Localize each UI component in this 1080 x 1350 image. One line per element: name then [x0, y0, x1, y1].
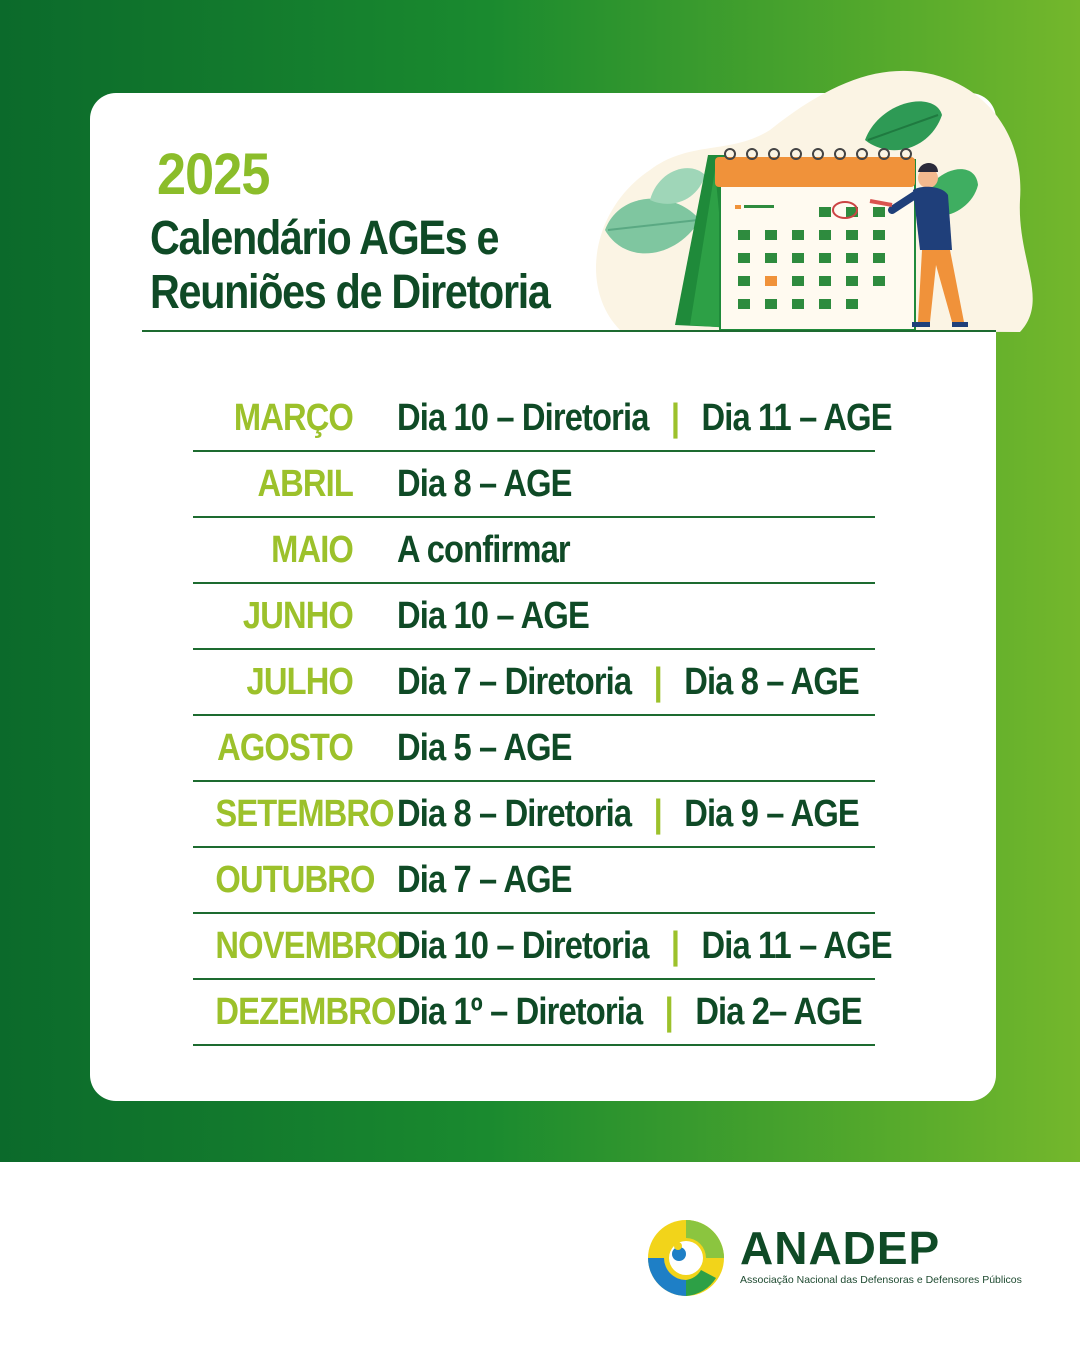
schedule-row: [193, 980, 875, 1046]
year-label: 2025: [157, 142, 270, 207]
logo-subtitle: Associação Nacional das Defensoras e Defensores Públicos: [740, 1274, 1022, 1286]
event-text: Dia 10 – AGE: [397, 594, 589, 637]
event-text: Dia 8 – Diretoria: [397, 792, 632, 835]
calendar-illustration: [580, 60, 1040, 335]
event-text: Dia 8 – AGE: [397, 462, 572, 505]
event-text: Dia 8 – AGE: [684, 660, 859, 703]
schedule-row: [193, 518, 875, 584]
schedule-row: [193, 386, 892, 452]
event-text: Dia 7 – AGE: [397, 858, 572, 901]
event-separator: |: [653, 660, 662, 703]
schedule-table: [193, 386, 892, 1046]
event-list: [397, 925, 892, 968]
schedule-row: [193, 650, 875, 716]
event-list: [397, 661, 859, 704]
event-text: A confirmar: [397, 528, 570, 571]
month-label: MAIO: [271, 528, 353, 571]
schedule-row: [193, 848, 875, 914]
schedule-row: [193, 782, 875, 848]
anadep-logo-icon: [646, 1218, 726, 1298]
month-label: JUNHO: [242, 594, 353, 637]
month-label: JULHO: [246, 660, 353, 703]
event-text: Dia 11 – AGE: [701, 396, 892, 439]
event-text: Dia 7 – Diretoria: [397, 660, 632, 703]
header-divider: [142, 330, 996, 332]
calendar-header: [715, 157, 915, 187]
event-separator: |: [670, 396, 680, 439]
schedule-row: [193, 584, 875, 650]
month-label: NOVEMBRO: [215, 924, 401, 967]
schedule-row: [193, 914, 892, 980]
event-separator: |: [653, 792, 662, 835]
event-list: [397, 859, 572, 902]
month-label: OUTUBRO: [215, 858, 375, 901]
event-list: [397, 397, 892, 440]
event-list: [397, 595, 589, 638]
month-label: DEZEMBRO: [215, 990, 396, 1033]
schedule-row: [193, 452, 875, 518]
title-line-2: Reuniões de Diretoria: [150, 266, 550, 319]
event-separator: |: [664, 990, 673, 1033]
event-text: Dia 10 – Diretoria: [397, 924, 649, 967]
event-text: Dia 2– AGE: [695, 990, 862, 1033]
event-text: Dia 10 – Diretoria: [397, 396, 649, 439]
event-text: Dia 9 – AGE: [684, 792, 859, 835]
event-list: [397, 463, 572, 506]
month-label: ABRIL: [257, 462, 353, 505]
title-line-1: Calendário AGEs e: [150, 212, 499, 265]
event-separator: |: [670, 924, 680, 967]
event-list: [397, 529, 570, 572]
schedule-row: [193, 716, 875, 782]
event-text: Dia 11 – AGE: [701, 924, 892, 967]
event-list: [397, 727, 572, 770]
month-label: MARÇO: [233, 396, 353, 439]
logo-name: ANADEP: [740, 1222, 941, 1274]
event-list: [397, 991, 862, 1034]
page-title: [150, 212, 550, 320]
month-label: AGOSTO: [217, 726, 353, 769]
event-text: Dia 1º – Diretoria: [397, 990, 643, 1033]
event-text: Dia 5 – AGE: [397, 726, 572, 769]
month-label: SETEMBRO: [215, 792, 394, 835]
event-list: [397, 793, 859, 836]
